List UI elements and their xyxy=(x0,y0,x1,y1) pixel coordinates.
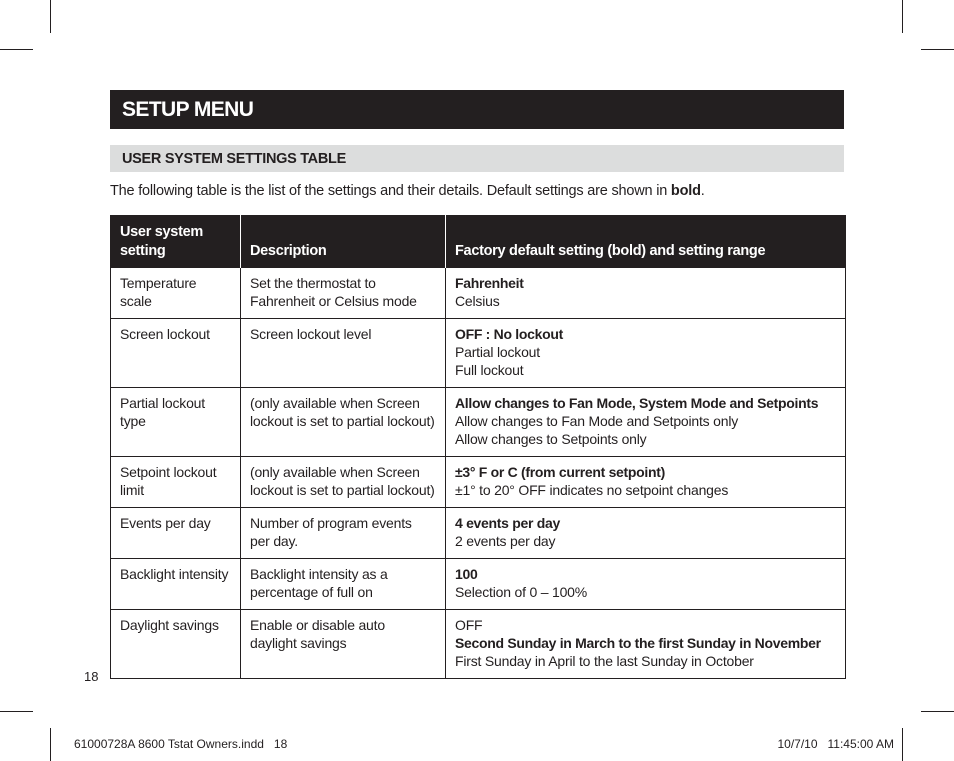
slug-filename: 61000728A 8600 Tstat Owners.indd 18 xyxy=(74,737,288,751)
table-row xyxy=(111,559,846,610)
table-row xyxy=(111,508,846,559)
settings-table xyxy=(110,215,846,679)
option-default: ±3° F or C (from current setpoint) xyxy=(455,464,665,480)
cell-description: Enable or disable auto daylight savings xyxy=(241,610,446,679)
table-row xyxy=(111,388,846,457)
cell-description: Backlight intensity as a percentage of full on xyxy=(241,559,446,610)
intro-period: . xyxy=(700,183,705,199)
table-row xyxy=(111,610,846,679)
header-description: Description xyxy=(241,215,446,268)
option-default: 4 events per day xyxy=(455,515,560,531)
option-value: ±1° to 20° OFF indicates no setpoint changes xyxy=(455,482,729,498)
table-row xyxy=(111,319,846,388)
crop-mark xyxy=(50,0,51,33)
cell-description: Number of program events per day. xyxy=(241,508,446,559)
crop-mark xyxy=(0,49,33,50)
cell-setting: Backlight intensity xyxy=(111,559,241,610)
table-row xyxy=(111,457,846,508)
option-default: Second Sunday in March to the first Sunday in November xyxy=(455,635,821,651)
page-number: 18 xyxy=(84,669,99,684)
option-default: OFF : No lockout xyxy=(455,326,563,342)
slug-timestamp: 10/7/10 11:45:00 AM xyxy=(777,737,894,751)
intro-bold-word: bold xyxy=(670,183,701,199)
crop-mark xyxy=(921,711,954,712)
cell-setting: Partial lockout type xyxy=(111,388,241,457)
cell-description: Set the thermostat to Fahrenheit or Celsius mode xyxy=(241,268,446,319)
page-title: SETUP MENU xyxy=(110,90,844,129)
cell-description: (only available when Screen lockout is set to partial lockout) xyxy=(241,457,446,508)
table-header-row xyxy=(111,215,846,268)
cell-setting: Daylight savings xyxy=(111,610,241,679)
cell-options xyxy=(446,388,846,457)
cell-setting: Temperature scale xyxy=(111,268,241,319)
option-value: Allow changes to Setpoints only xyxy=(455,431,647,447)
crop-mark xyxy=(50,728,51,761)
cell-setting: Screen lockout xyxy=(111,319,241,388)
crop-mark xyxy=(921,49,954,50)
cell-description: (only available when Screen lockout is set to partial lockout) xyxy=(241,388,446,457)
option-default: 100 xyxy=(455,566,478,582)
cell-setting: Setpoint lockout limit xyxy=(111,457,241,508)
crop-mark xyxy=(0,711,33,712)
option-value: Selection of 0 – 100% xyxy=(455,584,588,600)
cell-options xyxy=(446,457,846,508)
cell-options xyxy=(446,610,846,679)
cell-options xyxy=(446,319,846,388)
header-default-range: Factory default setting (bold) and setting range xyxy=(446,215,846,268)
header-setting: User system setting xyxy=(111,215,241,268)
option-value: 2 events per day xyxy=(455,533,556,549)
intro-paragraph xyxy=(110,183,850,199)
option-value: Full lockout xyxy=(455,362,524,378)
section-subtitle: USER SYSTEM SETTINGS TABLE xyxy=(110,145,844,172)
cell-options xyxy=(446,559,846,610)
cell-description: Screen lockout level xyxy=(241,319,446,388)
option-value: Celsius xyxy=(455,293,500,309)
option-value: Partial lockout xyxy=(455,344,540,360)
option-default: Fahrenheit xyxy=(455,275,524,291)
option-value: Allow changes to Fan Mode and Setpoints only xyxy=(455,413,739,429)
option-default: Allow changes to Fan Mode, System Mode and Setpoints xyxy=(455,395,819,411)
table-row xyxy=(111,268,846,319)
option-value: OFF xyxy=(455,617,483,633)
option-value: First Sunday in April to the last Sunday in October xyxy=(455,653,754,669)
cell-setting: Events per day xyxy=(111,508,241,559)
intro-text: The following table is the list of the settings and their details. Default settings are shown in xyxy=(110,183,671,199)
cell-options xyxy=(446,508,846,559)
cell-options xyxy=(446,268,846,319)
crop-mark xyxy=(902,0,903,33)
crop-mark xyxy=(902,728,903,761)
